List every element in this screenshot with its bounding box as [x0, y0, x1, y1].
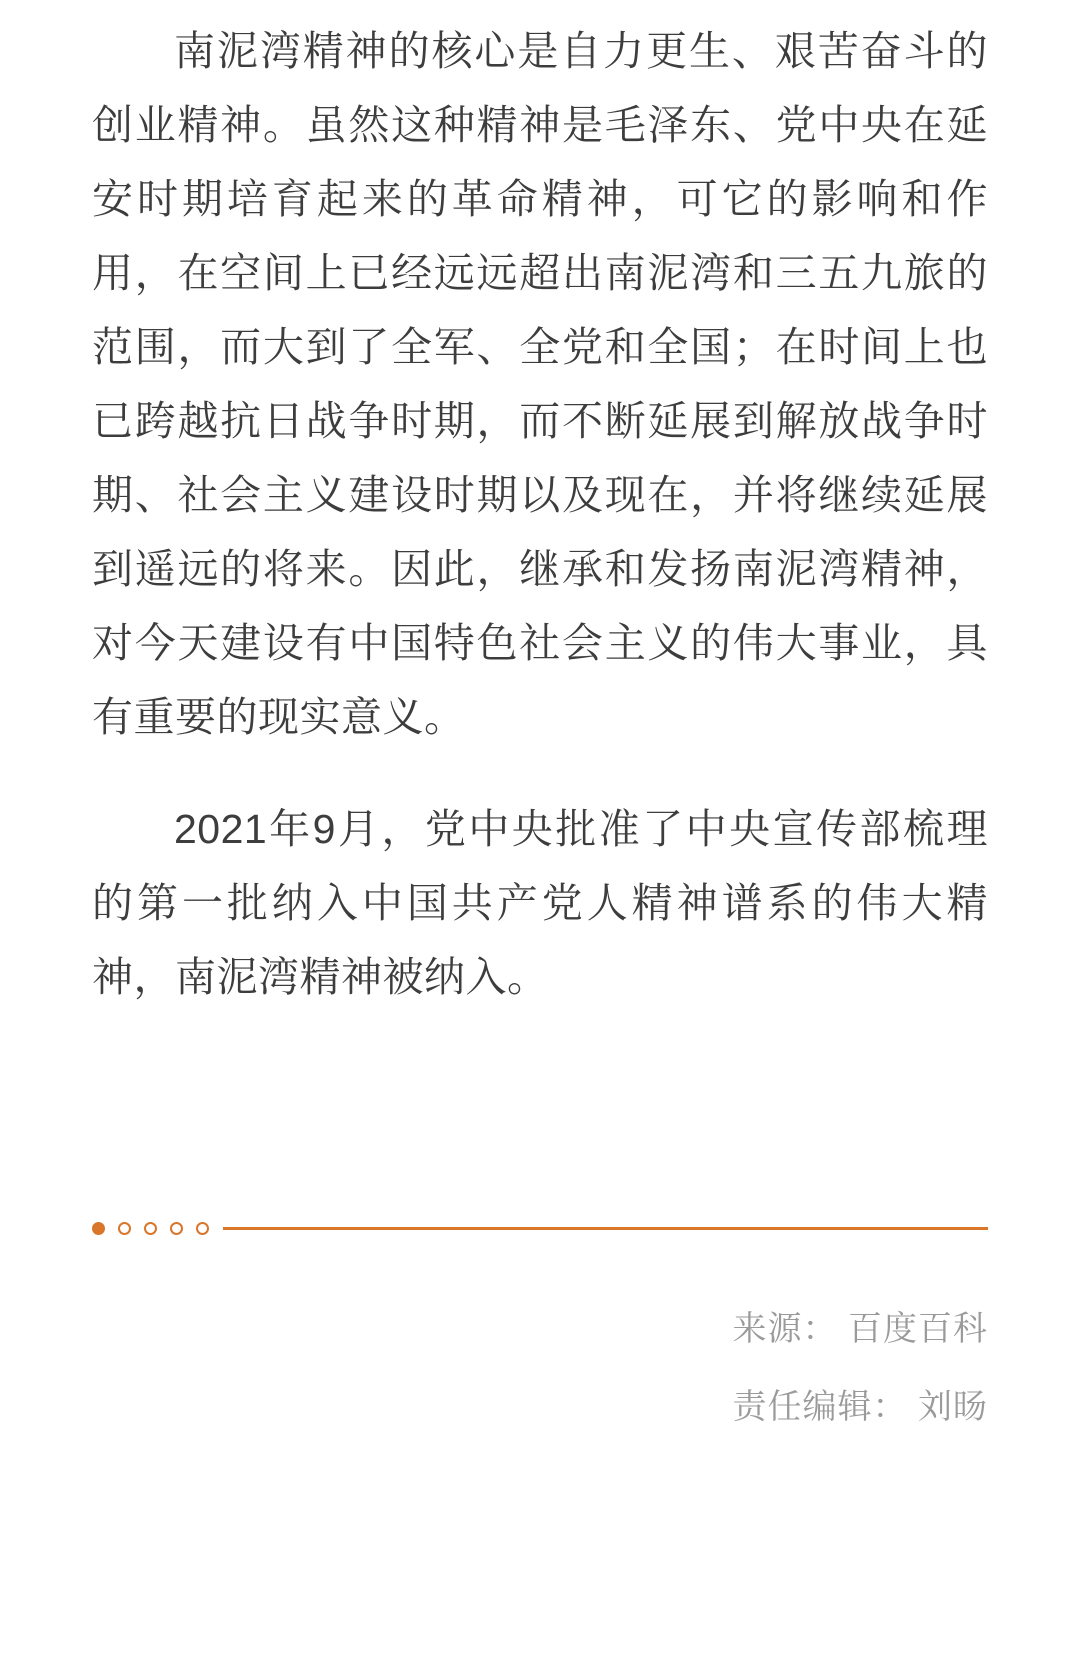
article-paragraph: 2021年9月，党中央批准了中央宣传部梳理的第一批纳入中国共产党人精神谱系的伟大精神，南泥湾精神被纳入。: [92, 806, 988, 1000]
article-meta: [733, 1290, 988, 1446]
article-paragraph: 南泥湾精神的核心是自力更生、艰苦奋斗的创业精神。虽然这种精神是毛泽东、党中央在延安时期培育起来的革命精神，可它的影响和作用，在空间上已经远远超出南泥湾和三五九旅的范围，而大到了全军、全党和全国；在时间上也已跨越抗日战争时期，而不断延展到解放战争时期、社会主义建设时期以及现在，并将继续延展到遥远的将来。因此，继承和发扬南泥湾精神，对今天建设有中国特色社会主义的伟大事业，具有重要的现实意义。: [92, 28, 988, 740]
divider-line: [223, 1227, 988, 1230]
divider-dot-icon: [196, 1222, 209, 1235]
divider-dot-icon: [144, 1222, 157, 1235]
divider-dot-icon: [118, 1222, 131, 1235]
source-label: 来源： 百度百科: [732, 1310, 988, 1348]
divider-dot-icon: [92, 1222, 105, 1235]
divider-dots: [92, 1222, 223, 1235]
section-divider: [92, 1215, 988, 1241]
editor-label: 责任编辑： 刘旸: [732, 1388, 988, 1426]
divider-dot-icon: [170, 1222, 183, 1235]
